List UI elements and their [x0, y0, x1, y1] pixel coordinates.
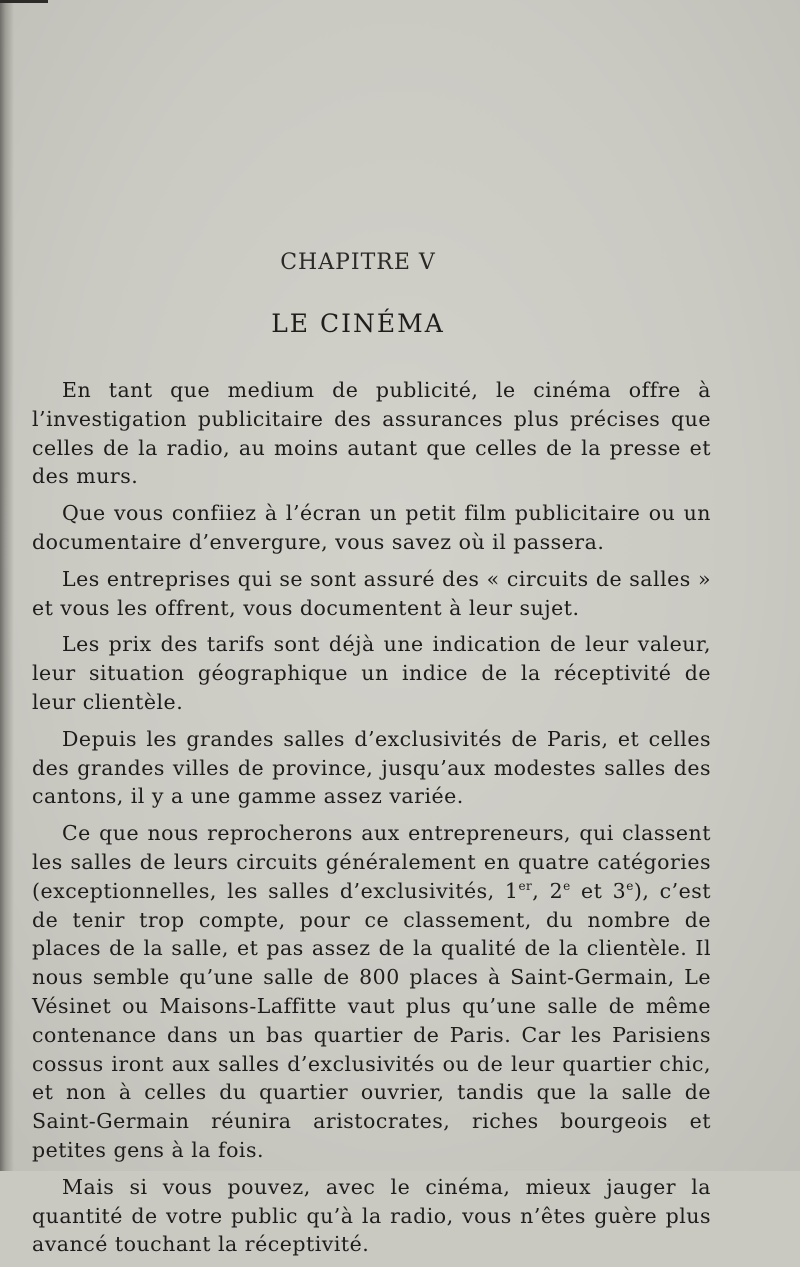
superscript: er: [518, 878, 533, 893]
paragraph-text: , 2: [532, 878, 564, 903]
paragraph: Depuis les grandes salles d’exclusivités de Paris, et celles des grandes villes de province, jusqu’aux modestes salles des cantons, il y a une gamme assez variée.: [32, 726, 711, 809]
paragraph: Les entreprises qui se sont assuré des « circuits de salles » et vous les offrent, vous documentent à leur sujet.: [32, 566, 711, 620]
paragraph-text: ), c’est de tenir trop compte, pour ce classement, du nombre de places de la salle, et pas assez de la qualité de la clientèle. Il nous semble qu’une salle de 800 places à Saint-Germain, Le Vésinet ou Maisons-Laffitte vaut plus qu’une salle de même contenance dans un bas quartier de Paris. Car les Parisiens cossus iront aux salles d’exclusivités ou de leur quartier chic, et non à celles du quartier ouvrier, tandis que la salle de Saint-Germain réunira aristocrates, riches bourgeois et petites gens à la fois.: [32, 878, 712, 1162]
paragraph: Les prix des tarifs sont déjà une indication de leur valeur, leur situation géographique un indice de la réceptivité de leur clientèle.: [32, 632, 711, 714]
paragraph-text: Ce que nous reprocherons aux entrepreneurs, qui classent les salles de leurs circuits généralement en quatre catégories (exceptionnelles, les salles d’exclusivités, 1: [32, 821, 711, 903]
chapter-label: CHAPITRE V: [280, 250, 436, 275]
paragraph-categories: [32, 819, 711, 1165]
paragraph: Que vous confiiez à l’écran un petit film publicitaire ou un documentaire d’envergure, vous savez où il passera.: [32, 501, 711, 554]
paragraph: Mais si vous pouvez, avec le cinéma, mieux jauger la quantité de votre public qu’à la radio, vous n’êtes guère plus avancé touchant la réceptivité.: [32, 1174, 711, 1257]
paragraph-text: et 3: [570, 878, 627, 903]
superscript: e: [626, 878, 634, 893]
chapter-title: LE CINÉMA: [271, 309, 445, 338]
body-text: [32, 376, 711, 1267]
page-edge-mark: [0, 0, 48, 3]
superscript: e: [563, 878, 571, 893]
binding-shadow: [0, 0, 14, 1171]
paragraph: En tant que medium de publicité, le cinéma offre à l’investigation publicitaire des assurances plus précises que celles de la radio, au moins autant que celles de la presse et des murs.: [32, 378, 711, 489]
